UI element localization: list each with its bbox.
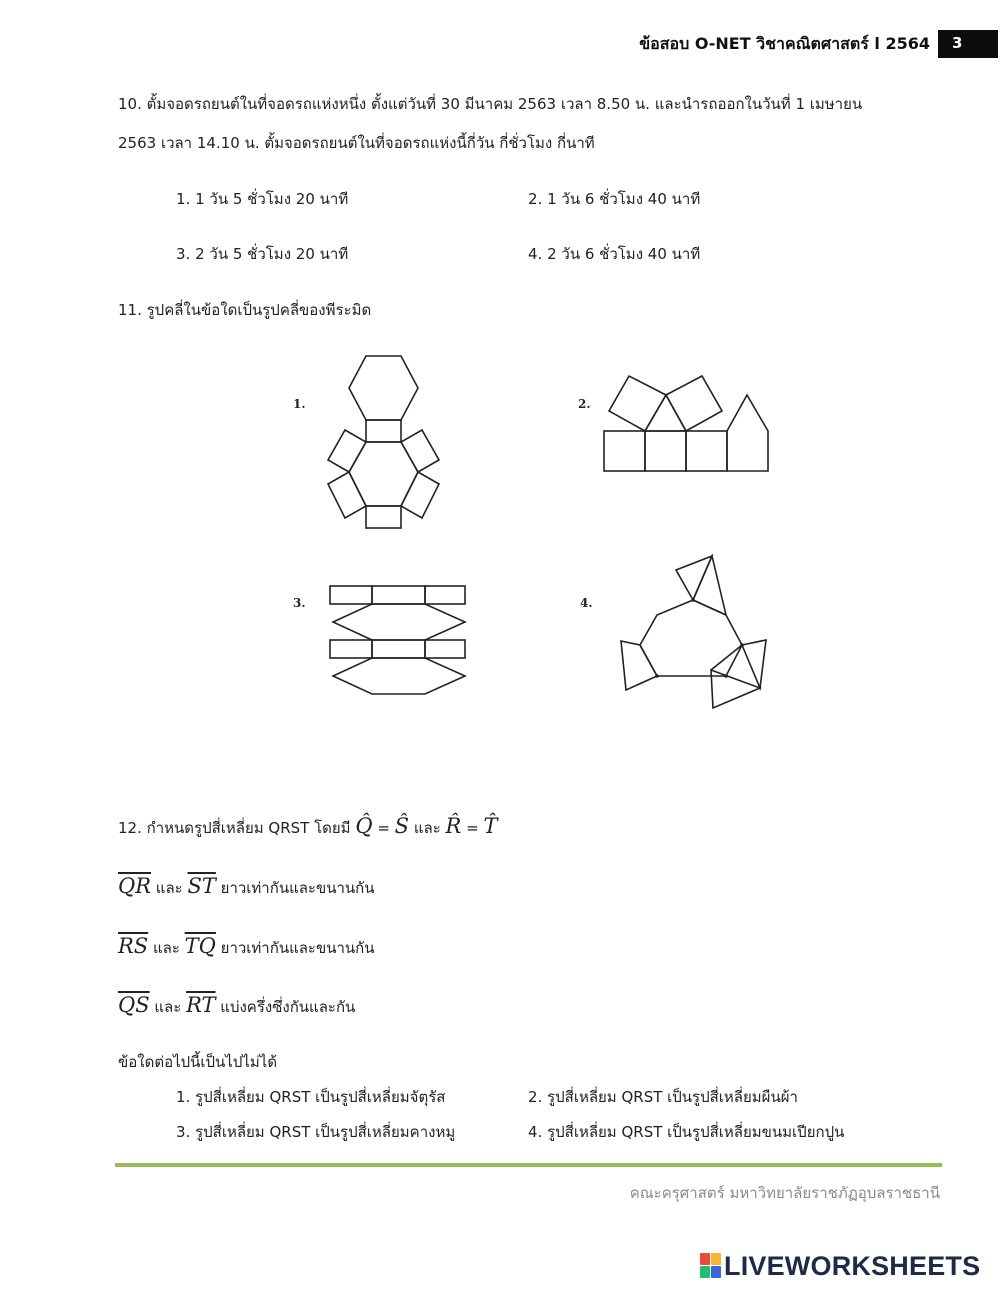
q12-choice-2[interactable]: 2. รูปสี่เหลี่ยม QRST เป็นรูปสี่เหลี่ยมผืนผ้า bbox=[528, 1088, 798, 1106]
q12-condition-1 bbox=[118, 876, 375, 898]
q12-choice-3[interactable]: 3. รูปสี่เหลี่ยม QRST เป็นรูปสี่เหลี่ยมคางหมู bbox=[176, 1123, 456, 1141]
segment-tq: $\overline{TQ}$ bbox=[184, 934, 216, 958]
and-word: และ bbox=[409, 819, 446, 837]
q12-choice-1[interactable]: 1. รูปสี่เหลี่ยม QRST เป็นรูปสี่เหลี่ยมจัตุรัส bbox=[176, 1088, 446, 1106]
net-label-2: 2. bbox=[578, 397, 591, 411]
and-word: และ bbox=[151, 879, 188, 897]
q11-text: 11. รูปคลี่ในข้อใดเป็นรูปคลี่ของพีระมิด bbox=[118, 301, 372, 319]
net-label-3: 3. bbox=[293, 596, 306, 610]
page-number: 3 bbox=[938, 30, 998, 58]
segment-rs: $\overline{RS}$ bbox=[118, 934, 149, 958]
equals-sign: = bbox=[461, 819, 484, 837]
angle-t: T̂ bbox=[483, 814, 498, 838]
q12-condition-2 bbox=[118, 936, 375, 958]
net-label-1: 1. bbox=[293, 397, 306, 411]
and-word: และ bbox=[148, 939, 185, 957]
q12-intro: 12. กำหนดรูปสี่เหลี่ยม QRST โดยมี bbox=[118, 819, 351, 837]
condition-1-text: ยาวเท่ากันและขนานกัน bbox=[215, 879, 375, 897]
segment-st: $\overline{ST}$ bbox=[187, 874, 216, 898]
q12-intro-line bbox=[118, 816, 497, 838]
net-label-4: 4. bbox=[580, 596, 593, 610]
angle-q: Q̂ bbox=[355, 814, 373, 838]
brand-name: LIVEWORKSHEETS bbox=[724, 1251, 981, 1281]
segment-qs: $\overline{QS}$ bbox=[118, 993, 150, 1017]
q10-text-line1: 10. ตั้มจอดรถยนต์ในที่จอดรถแห่งหนึ่ง ตั้งแต่วันที่ 30 มีนาคม 2563 เวลา 8.50 น. และนำรถออกในวันที่ 1 เมษายน bbox=[118, 95, 863, 113]
brand-icon bbox=[700, 1253, 722, 1279]
net-figure-1[interactable] bbox=[328, 356, 439, 528]
condition-2-text: ยาวเท่ากันและขนานกัน bbox=[215, 939, 375, 957]
footer-text: คณะครุศาสตร์ มหาวิทยาลัยราชภัฏอุบลราชธานี bbox=[629, 1184, 940, 1202]
net-figure-4[interactable] bbox=[621, 556, 766, 708]
net-figure-3[interactable] bbox=[330, 586, 465, 694]
q10-choice-2[interactable]: 2. 1 วัน 6 ชั่วโมง 40 นาที bbox=[528, 190, 701, 208]
q10-text-line2: 2563 เวลา 14.10 น. ตั้มจอดรถยนต์ในที่จอดรถแห่งนี้กี่วัน กี่ชั่วโมง กี่นาที bbox=[118, 134, 595, 152]
header-title: ข้อสอบ O-NET วิชาคณิตศาสตร์ l 2564 bbox=[639, 34, 930, 53]
q10-choice-1[interactable]: 1. 1 วัน 5 ชั่วโมง 20 นาที bbox=[176, 190, 349, 208]
condition-3-text: แบ่งครึ่งซึ่งกันและกัน bbox=[215, 998, 356, 1016]
angle-s: Ŝ bbox=[394, 814, 410, 838]
segment-qr: $\overline{QR}$ bbox=[118, 874, 152, 898]
footer-divider bbox=[115, 1163, 942, 1167]
segment-rt: $\overline{RT}$ bbox=[186, 993, 216, 1017]
equals-sign: = bbox=[372, 819, 395, 837]
q10-choice-3[interactable]: 3. 2 วัน 5 ชั่วโมง 20 นาที bbox=[176, 245, 349, 263]
q12-choice-4[interactable]: 4. รูปสี่เหลี่ยม QRST เป็นรูปสี่เหลี่ยมขนมเปียกปูน bbox=[528, 1123, 845, 1141]
q12-question: ข้อใดต่อไปนี้เป็นไปไม่ได้ bbox=[118, 1053, 278, 1071]
q10-choice-4[interactable]: 4. 2 วัน 6 ชั่วโมง 40 นาที bbox=[528, 245, 701, 263]
and-word: และ bbox=[149, 998, 187, 1016]
q12-condition-3 bbox=[118, 995, 355, 1017]
net-figure-2[interactable] bbox=[604, 376, 768, 471]
angle-r: R̂ bbox=[445, 814, 462, 838]
